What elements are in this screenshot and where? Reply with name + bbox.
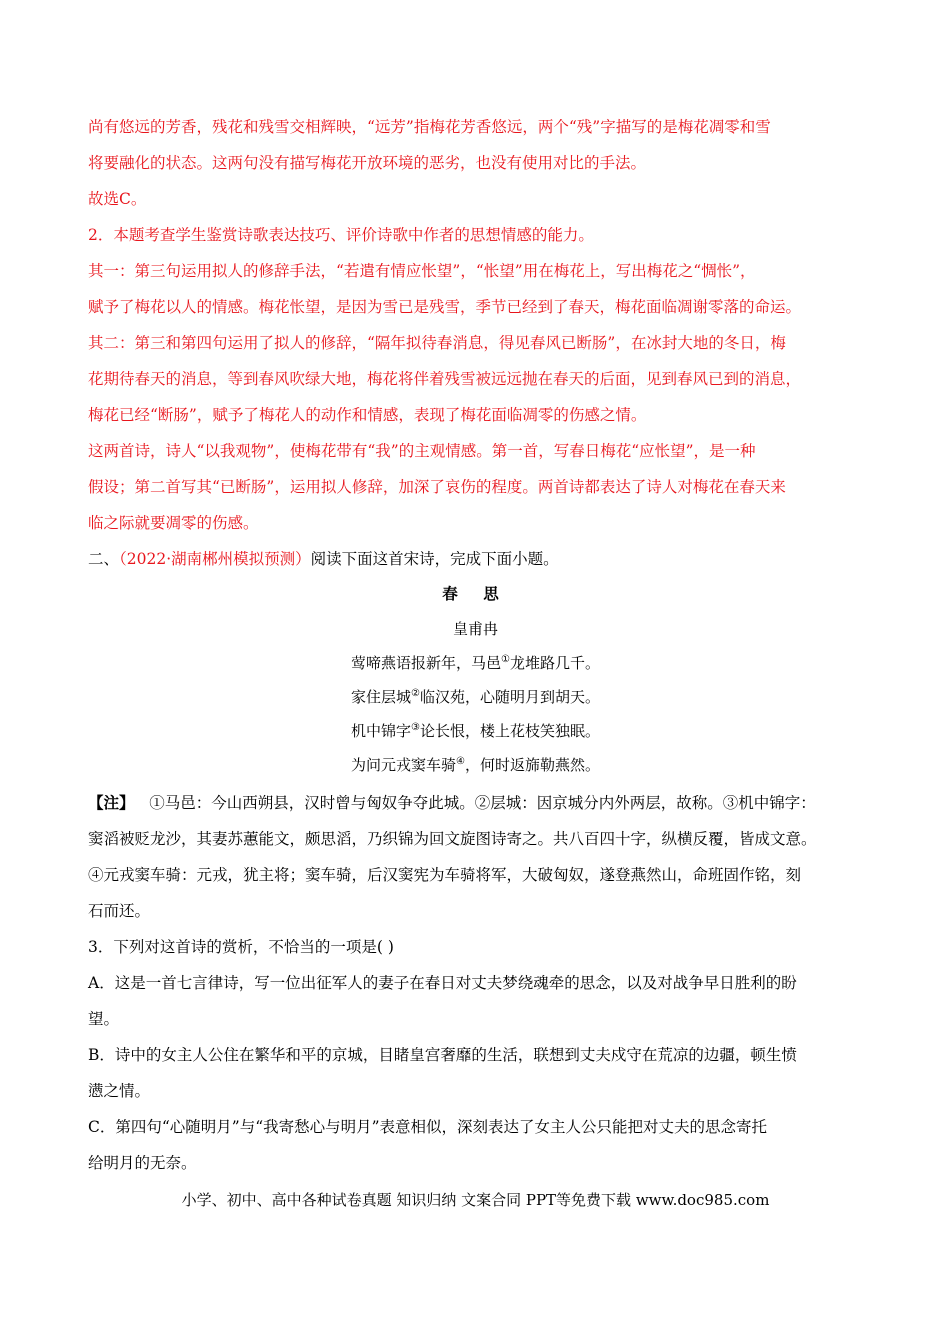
section-source: （2022·湖南郴州模拟预测） (119, 550, 311, 568)
analysis-line: 花期待春天的消息，等到春风吹绿大地，梅花将伴着残雪被远远抛在春天的后面，见到春风已到的消息， (88, 370, 802, 388)
option-c-continued: 给明月的无奈。 (88, 1154, 197, 1172)
question-stem: 3．下列对这首诗的赏析，不恰当的一项是( ) (88, 938, 394, 956)
analysis-line: 赋予了梅花以人的情感。梅花怅望，是因为雪已是残雪，季节已经到了春天，梅花面临凋谢零落的命运。 (88, 298, 802, 316)
poem-text: 论长恨，楼上花枝笑独眠。 (419, 722, 600, 740)
analysis-line: 尚有悠远的芳香，残花和残雪交相辉映，“远芳”指梅花芳香悠远，两个“残”字描写的是梅花凋零和雪 (88, 118, 771, 136)
analysis-line: 将要融化的状态。这两句没有描写梅花开放环境的恶劣，也没有使用对比的手法。 (88, 154, 647, 172)
poem-line (88, 646, 863, 680)
poem-text: 家住层城 (351, 688, 412, 706)
poem-title (88, 577, 863, 611)
poem-text: ，何时返旆勒燕然。 (464, 756, 600, 774)
poem-text: 机中锦字 (351, 722, 412, 740)
analysis-line: 其一：第三句运用拟人的修辞手法，“若遣有情应怅望”，“怅望”用在梅花上，写出梅花之“惆怅”， (88, 262, 756, 280)
poem-text: 为问元戎窦车骑 (351, 756, 457, 774)
page-footer: 小学、初中、高中各种试卷真题 知识归纳 文案合同 PPT等免费下载 www.doc985.com (181, 1191, 770, 1209)
notes-line: ④元戎窦车骑：元戎，犹主将；窦车骑，后汉窦宪为车骑将军，大破匈奴，遂登燕然山，命班固作铭，刻 (88, 866, 802, 884)
section-header (88, 541, 863, 577)
section-prefix: 二、 (88, 550, 120, 568)
footnote-marker: ② (411, 688, 420, 699)
notes-text: ①马邑：今山西朔县，汉时曾与匈奴争夺此城。②层城：因京城分内外两层，故称。③机中锦字： (149, 794, 816, 812)
section-instruction: 阅读下面这首宋诗，完成下面小题。 (310, 550, 559, 568)
poem-line (88, 748, 863, 782)
analysis-line: 假设；第二首写其“已断肠”，运用拟人修辞，加深了哀伤的程度。两首诗都表达了诗人对梅花在春天来 (88, 478, 786, 496)
poem-text: 龙堆路几千。 (509, 654, 600, 672)
option-a: A．这是一首七言律诗，写一位出征军人的妻子在春日对丈夫梦绕魂牵的思念，以及对战争早日胜利的盼 (88, 974, 797, 992)
footnote-marker: ④ (456, 756, 465, 767)
analysis-line: 这两首诗，诗人“以我观物”，使梅花带有“我”的主观情感。第一首，写春日梅花“应怅望”，是一种 (88, 442, 756, 460)
analysis-line: 2．本题考查学生鉴赏诗歌表达技巧、评价诗歌中作者的思想情感的能力。 (88, 226, 594, 244)
footnote-marker: ① (501, 654, 510, 665)
notes-line: 石而还。 (88, 902, 151, 920)
poem-author: 皇甫冉 (452, 620, 498, 638)
poem-text: 莺啼燕语报新年，马邑 (351, 654, 502, 672)
analysis-line: 其二：第三和第四句运用了拟人的修辞，“隔年拟待春消息，得见春风已断肠”，在冰封大地的冬日，梅 (88, 334, 786, 352)
notes-line: 窦滔被贬龙沙，其妻苏蕙能文，颇思滔，乃织锦为回文旋图诗寄之。共八百四十字，纵横反覆，皆成文意。 (88, 830, 817, 848)
answer-choice-line: 故选C。 (88, 190, 147, 208)
poem-text: 临汉苑，心随明月到胡天。 (419, 688, 600, 706)
option-b: B．诗中的女主人公住在繁华和平的京城，目睹皇宫奢靡的生活，联想到丈夫戍守在荒凉的边疆，顿生愤 (88, 1046, 797, 1064)
analysis-line: 临之际就要凋零的伤感。 (88, 514, 259, 532)
poem-line (88, 680, 863, 714)
option-a-continued: 望。 (88, 1010, 120, 1028)
poem-line (88, 714, 863, 748)
footnote-marker: ③ (411, 722, 420, 733)
poem-title-text: 春 思 (442, 584, 509, 603)
notes-label: 【注】 (88, 793, 135, 812)
option-c: C．第四句“心随明月”与“我寄愁心与明月”表意相似，深刻表达了女主人公只能把对丈夫的思念寄托 (88, 1118, 768, 1136)
analysis-line: 梅花已经“断肠”，赋予了梅花人的动作和情感，表现了梅花面临凋零的伤感之情。 (88, 406, 647, 424)
option-b-continued: 懑之情。 (88, 1082, 151, 1100)
notes-line (88, 785, 863, 821)
